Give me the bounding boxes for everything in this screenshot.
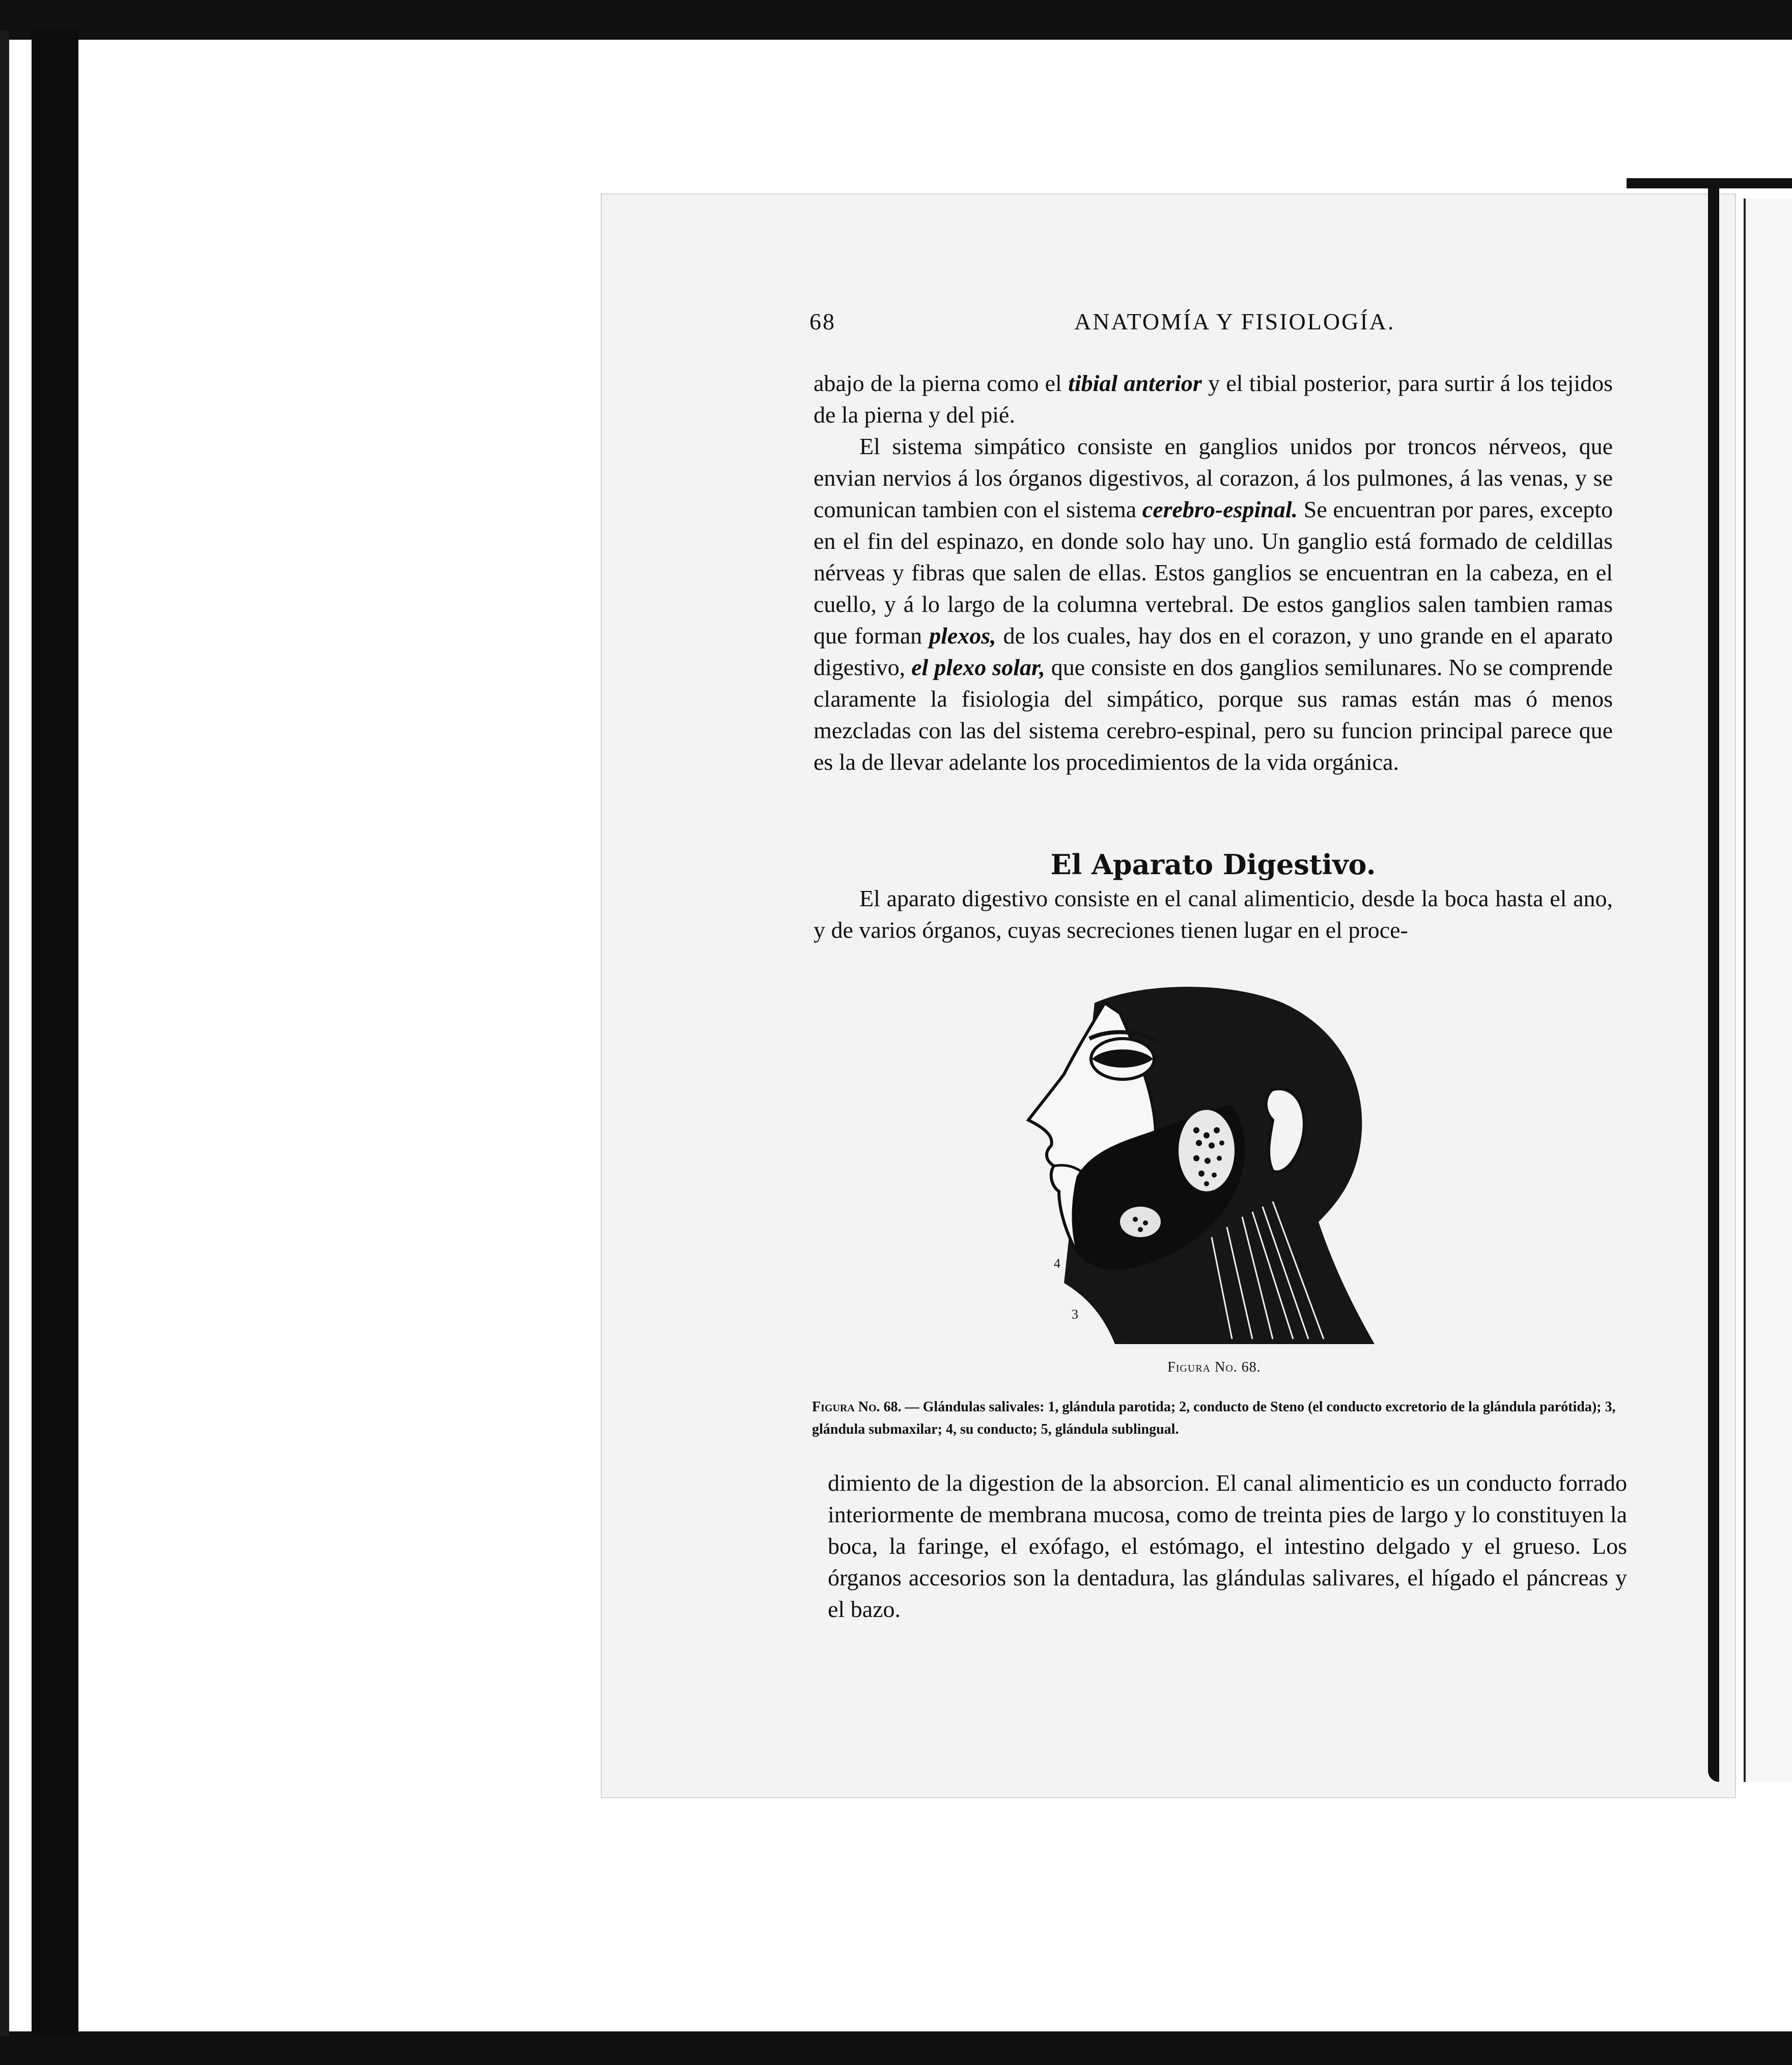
caption-lead: Figura No. 68. bbox=[812, 1399, 902, 1415]
body-text-top bbox=[814, 368, 1613, 778]
text-run: Se encuentran por pares, excepto en el fin del espinazo, en donde solo hay uno. Un ganglio está formado de celdillas nérveas y fibras que salen de ellas. Estos ganglios se encuentran en la cabeza, en el cuello, y á lo largo de la columna vertebral. De estos ganglios salen tambien ramas que forman bbox=[814, 496, 1613, 649]
callout-number: 2 bbox=[1092, 1279, 1099, 1294]
paragraph-sympathetic bbox=[814, 431, 1613, 778]
italic-term: plexos, bbox=[929, 623, 996, 649]
cover-spine-edge bbox=[1708, 178, 1719, 1782]
page-number: 68 bbox=[809, 309, 836, 334]
next-page-sliver bbox=[1744, 199, 1792, 1782]
figure-caption bbox=[812, 1396, 1632, 1441]
adjacent-page-edge bbox=[1627, 178, 1792, 1782]
callout-number: 5 bbox=[1117, 1327, 1124, 1342]
running-title: ANATOMÍA Y FISIOLOGÍA. bbox=[1074, 309, 1395, 334]
section-heading: El Aparato Digestivo. bbox=[1050, 848, 1376, 881]
paragraph-digestive-intro bbox=[814, 883, 1613, 946]
paragraph-digestive-continued: dimiento de la digestion de la absorcion. El canal alimenticio es un conducto forrado interiormente de membrana mucosa, como de treinta pies de largo y lo constituyen la boca, la faringe, el exófago, el estómago, el intestino delgado y el grueso. Los órganos accesorios son la dentadura, las glándulas salivares, el hígado el páncreas y el bazo. bbox=[828, 1470, 1627, 1622]
text-run: y el tibial posterior, para surtir á los tejidos de la pierna y del pié. bbox=[814, 370, 1613, 428]
salivary-glands-illustration bbox=[988, 983, 1385, 1359]
callout-number: 3 bbox=[1072, 1307, 1078, 1322]
scan-frame-bottom bbox=[0, 2031, 1792, 2065]
text-run: El aparato digestivo consiste en el canal alimenticio, desde la boca hasta el ano, y de varios órganos, cuyas secreciones tienen lugar en el proce- bbox=[814, 885, 1613, 943]
italic-term: cerebro-espinal. bbox=[1142, 496, 1298, 522]
figure-label: Figura No. 68. bbox=[1167, 1359, 1261, 1375]
scan-frame-left-edge bbox=[0, 31, 9, 2036]
italic-term: tibial anterior bbox=[1068, 370, 1202, 396]
text-run: El sistema simpático consiste en ganglios unidos por troncos nérveos, que envian nervios á los órganos digestivos, al corazon, á los pulmones, á las venas, y se comunican tambien con el sistema bbox=[814, 433, 1613, 522]
paragraph-continued bbox=[814, 368, 1613, 431]
scan-frame-left bbox=[32, 31, 78, 2036]
scan-frame-top bbox=[0, 0, 1792, 40]
text-run: que consiste en dos ganglios semilunares. No se comprende claramente la fisiologia del simpático, porque sus ramas están mas ó menos mezcladas con las del sistema cerebro-espinal, pero su funcion principal parece que es la de llevar adelante los procedimientos de la vida orgánica. bbox=[814, 654, 1613, 775]
italic-term: el plexo solar, bbox=[911, 654, 1045, 680]
text-run: abajo de la pierna como el bbox=[814, 370, 1069, 396]
text-run: de los cuales, hay dos en el corazon, y uno grande en el aparato digestivo, bbox=[814, 623, 1613, 680]
callout-number: 4 bbox=[1054, 1256, 1060, 1271]
caption-text: — Glándulas salivales: 1, glándula parotida; 2, conducto de Steno (el conducto excretorio de la glándula parótida); 3, glándula submaxilar; 4, su conducto; 5, glándula sublingual. bbox=[812, 1399, 1616, 1437]
